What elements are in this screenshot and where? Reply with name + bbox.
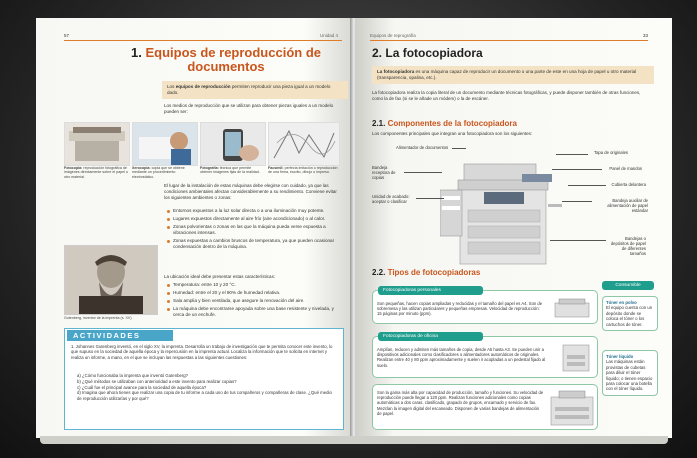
- toner-liquid-text: Las máquinas están provistas de cubetas para diluir el tóner líquido; o tienen espacio para colocar una botella con el tóner líquido.: [606, 359, 653, 392]
- left-header: [64, 26, 342, 41]
- installation-paragraph: El lugar de la instalación de estas máquinas debe elegirse con cuidado, ya que las condiciones ambientales afectan considerablemente a su rendimiento. Conviene evitar los siguientes ambientes o zonas:: [164, 183, 337, 200]
- photocopier-paragraph: La fotocopiadora realiza la copia literal de un documento mediante técnicas fotográficas, y puede disponer también de otras funciones, como la de fax (si se le añade un módem) o la de escáner.: [372, 90, 641, 101]
- intro-lead: Los: [167, 84, 176, 89]
- callout-line: [550, 240, 606, 241]
- callout-document-feeder: Alimentador de documentos: [396, 145, 449, 150]
- list-item: Entornos expuestos a la luz solar directa o a una iluminación muy potente.: [166, 208, 342, 214]
- subsection-number: 2.1.: [372, 119, 386, 128]
- intro-box: [162, 81, 348, 99]
- definition-bold: La fotocopiadora: [377, 69, 415, 74]
- callout-paper-trays: Bandejas o depósitos de papel de diferentes tamaños: [610, 236, 646, 256]
- type-personal-label: Fotocopiadoras personales: [378, 286, 483, 295]
- photo-caption-4: Facsímil: perfecta imitación o reproducción de una firma, escrito, dibujo o impreso.: [268, 166, 338, 175]
- subsection-title-text: Componentes de la fotocopiadora: [387, 119, 517, 128]
- type-production-box: [372, 384, 598, 430]
- list-item: La máquina debe encontrarse apoyada sobre una base resistente y nivelada, y cerca de un enchufe.: [166, 306, 342, 318]
- list-item: Temperatura: entre 10 y 20 °C.: [166, 282, 342, 288]
- activity-item: d) Imagina que ahora tienes que realizar una copia de tu informe a cada uno de tus compañeros y compañeras de clase. ¿Qué medio de reproducción utilizarías y por qué?: [77, 390, 332, 402]
- type-personal-text: Son pequeñas, hacen copias ampliadas y reducidas y el tamaño del papel es A4. Son de sobremesa y las utilizan particulares y pequeñas empresas. Velocidad de reproducción: 15 páginas por minuto (ppm).: [377, 301, 543, 317]
- definition-box: [372, 66, 654, 84]
- toner-liquid-box: [602, 350, 658, 396]
- list-item: Lugares expuestos directamente al aire frío (aire acondicionado) o al calor.: [166, 216, 342, 222]
- subsection-title-types: [372, 268, 480, 277]
- list-item: Sala amplia y bien ventilada, que asegure la renovación del aire.: [166, 298, 342, 304]
- gutenberg-portrait: [64, 245, 158, 315]
- consumables-label: Consumible: [602, 281, 654, 290]
- section-title: [372, 46, 483, 60]
- office-copier-icon: [559, 341, 593, 373]
- page-number: 33: [642, 33, 648, 38]
- portrait-caption: Gutenberg, inventor de la imprenta (s. XV): [64, 316, 132, 320]
- callout-line: [556, 154, 588, 155]
- section-number: 1.: [131, 45, 142, 60]
- section-title: [116, 46, 336, 74]
- ideal-list: [166, 282, 342, 320]
- page-edges: [40, 436, 668, 444]
- facsimile-photo: [268, 122, 340, 166]
- list-item: Zonas expuestas a cambios bruscos de temperatura, ya que pueden ocasionar condensación dentro de la máquina.: [166, 238, 342, 250]
- activity-1: 1. Johannes Gutenberg inventó, en el siglo XV, la imprenta. Desarrolla un trabajo de investigación que te permita conocer este invento, lo que supuso en la sociedad de aquella época y la repercusión en la imprenta actual. Localiza la información que te solicita en internet y realiza un informe, a mano, en el que se incluyan las respuestas a las siguientes cuestiones:: [71, 344, 333, 360]
- activity-items: [77, 373, 335, 402]
- activities-box: [64, 328, 344, 430]
- callout-control-panel: Panel de mandos: [609, 166, 642, 171]
- list-item: Humedad: entre el 20 y el 90% de humedad relativa.: [166, 290, 342, 296]
- photo-caption-1: Fotocopia: reproducción fotográfica de imágenes directamente sobre el papel u otro material.: [64, 166, 128, 179]
- type-production-text: Son la gama más alta por capacidad de producción, tamaño y funciones. Su velocidad de reproducción puede llegar a 120 ppm. Realizan funciones adicionales como copias automáticas a dos caras, clasificado, grapado de grupos, encarnado y servicio de fax. Mezclan la imagen digital del escaneado. Disponen de varias bandejas de alimentación de papel.: [377, 390, 544, 416]
- toner-liquid-title: Tóner líquido: [606, 354, 634, 359]
- right-header: [370, 26, 648, 41]
- subsection-title-components: [372, 119, 517, 128]
- type-office-label: Fotocopiadoras de oficina: [378, 332, 483, 341]
- toner-powder-text: El equipo cuenta con un depósito donde se coloca el tóner o los cartuchos de tóner.: [606, 305, 653, 327]
- callout-line: [552, 169, 602, 170]
- callout-line: [416, 198, 444, 199]
- subsection-number: 2.2.: [372, 268, 386, 277]
- callout-original-cover: Tapa de originales: [594, 150, 628, 155]
- toner-powder-box: [602, 296, 658, 331]
- toner-powder-title: Tóner en polvo: [606, 300, 637, 305]
- section-title-text: Equipos de reproducción de documentos: [145, 45, 321, 74]
- right-page: [356, 18, 672, 438]
- list-item: Zonas polvorientas o zonas en las que la máquina pueda verse expuesta a vibraciones intensas.: [166, 224, 342, 236]
- activities-title: ACTIVIDADES: [67, 330, 173, 341]
- callout-bypass-tray: Bandeja auxiliar de alimentación de papel estándar: [607, 198, 648, 213]
- type-personal-box: [372, 290, 598, 324]
- type-office-box: [372, 336, 598, 378]
- section-number: 2.: [372, 46, 383, 60]
- avoid-list: [166, 208, 342, 252]
- section-title-text: La fotocopiadora: [385, 46, 483, 60]
- callout-line: [568, 185, 606, 186]
- components-intro: Los componentes principales que integran una fotocopiadora son los siguientes:: [372, 131, 533, 136]
- photo-caption-3: Fotografía: técnica que permite obtener imágenes fijas de la realidad.: [200, 166, 260, 175]
- definition-rest: es una máquina capaz de reproducir un documento o una parte de este en una hoja de papel u otro material (transparencia, opalina, etc.).: [377, 69, 637, 80]
- photograph-photo: [200, 122, 266, 166]
- callout-front-cover: Cubierta delantera: [611, 182, 646, 187]
- callout-line: [562, 201, 592, 202]
- personal-copier-icon: [553, 297, 591, 319]
- unit-label: Unidad 4: [319, 33, 338, 38]
- intro-rest: permiten reproducir una pieza igual a un modelo dado.: [167, 84, 331, 95]
- left-page: [36, 18, 352, 438]
- photo-caption-2: Xerocopia: copia que se obtiene mediante un procedimiento electrostático.: [132, 166, 185, 179]
- photocopy-photo: [64, 122, 130, 166]
- photocopier-illustration: [440, 150, 570, 268]
- callout-finisher: Unidad de acabado: aceptar o clasificar: [372, 194, 410, 204]
- xerocopy-photo: [132, 122, 198, 166]
- production-copier-icon: [549, 387, 595, 427]
- ideal-intro: La ubicación ideal debe presentar estas características:: [164, 274, 276, 279]
- intro-paragraph: Los medios de reproducción que se utilizan para obtener piezas iguales a un modelo pueden ser:: [164, 103, 334, 114]
- activity-item: c) ¿Cuál fue el principal avance para la sociedad de aquella época?: [77, 384, 207, 390]
- open-textbook: [36, 18, 672, 438]
- subsection-title-text: Tipos de fotocopiadoras: [387, 268, 481, 277]
- callout-output-tray: Bandeja receptora de copias: [372, 165, 396, 180]
- callout-line: [404, 172, 442, 173]
- type-office-text: Amplían, reducen y admiten más tamaños de copia, desde A5 hasta A3. Se pueden unir a dispositivos adicionales como clasificadores o alimentadores automáticos de originales. Realizan entre 40 y 80 ppm aproximadamente y suelen ir acopladas a un pedestal fijado al suelo.: [377, 347, 546, 368]
- activity-item: b) ¿Qué métodos se utilizaban con anterioridad a este invento para realizar copias?: [77, 378, 237, 384]
- page-number: 57: [64, 33, 70, 38]
- callout-line: [452, 148, 466, 149]
- activity-item: a) ¿Cómo funcionaba la imprenta que inventó Gutenberg?: [77, 373, 189, 378]
- intro-bold: equipos de reproducción: [175, 84, 231, 89]
- section-label: Equipos de reprografía: [370, 33, 416, 38]
